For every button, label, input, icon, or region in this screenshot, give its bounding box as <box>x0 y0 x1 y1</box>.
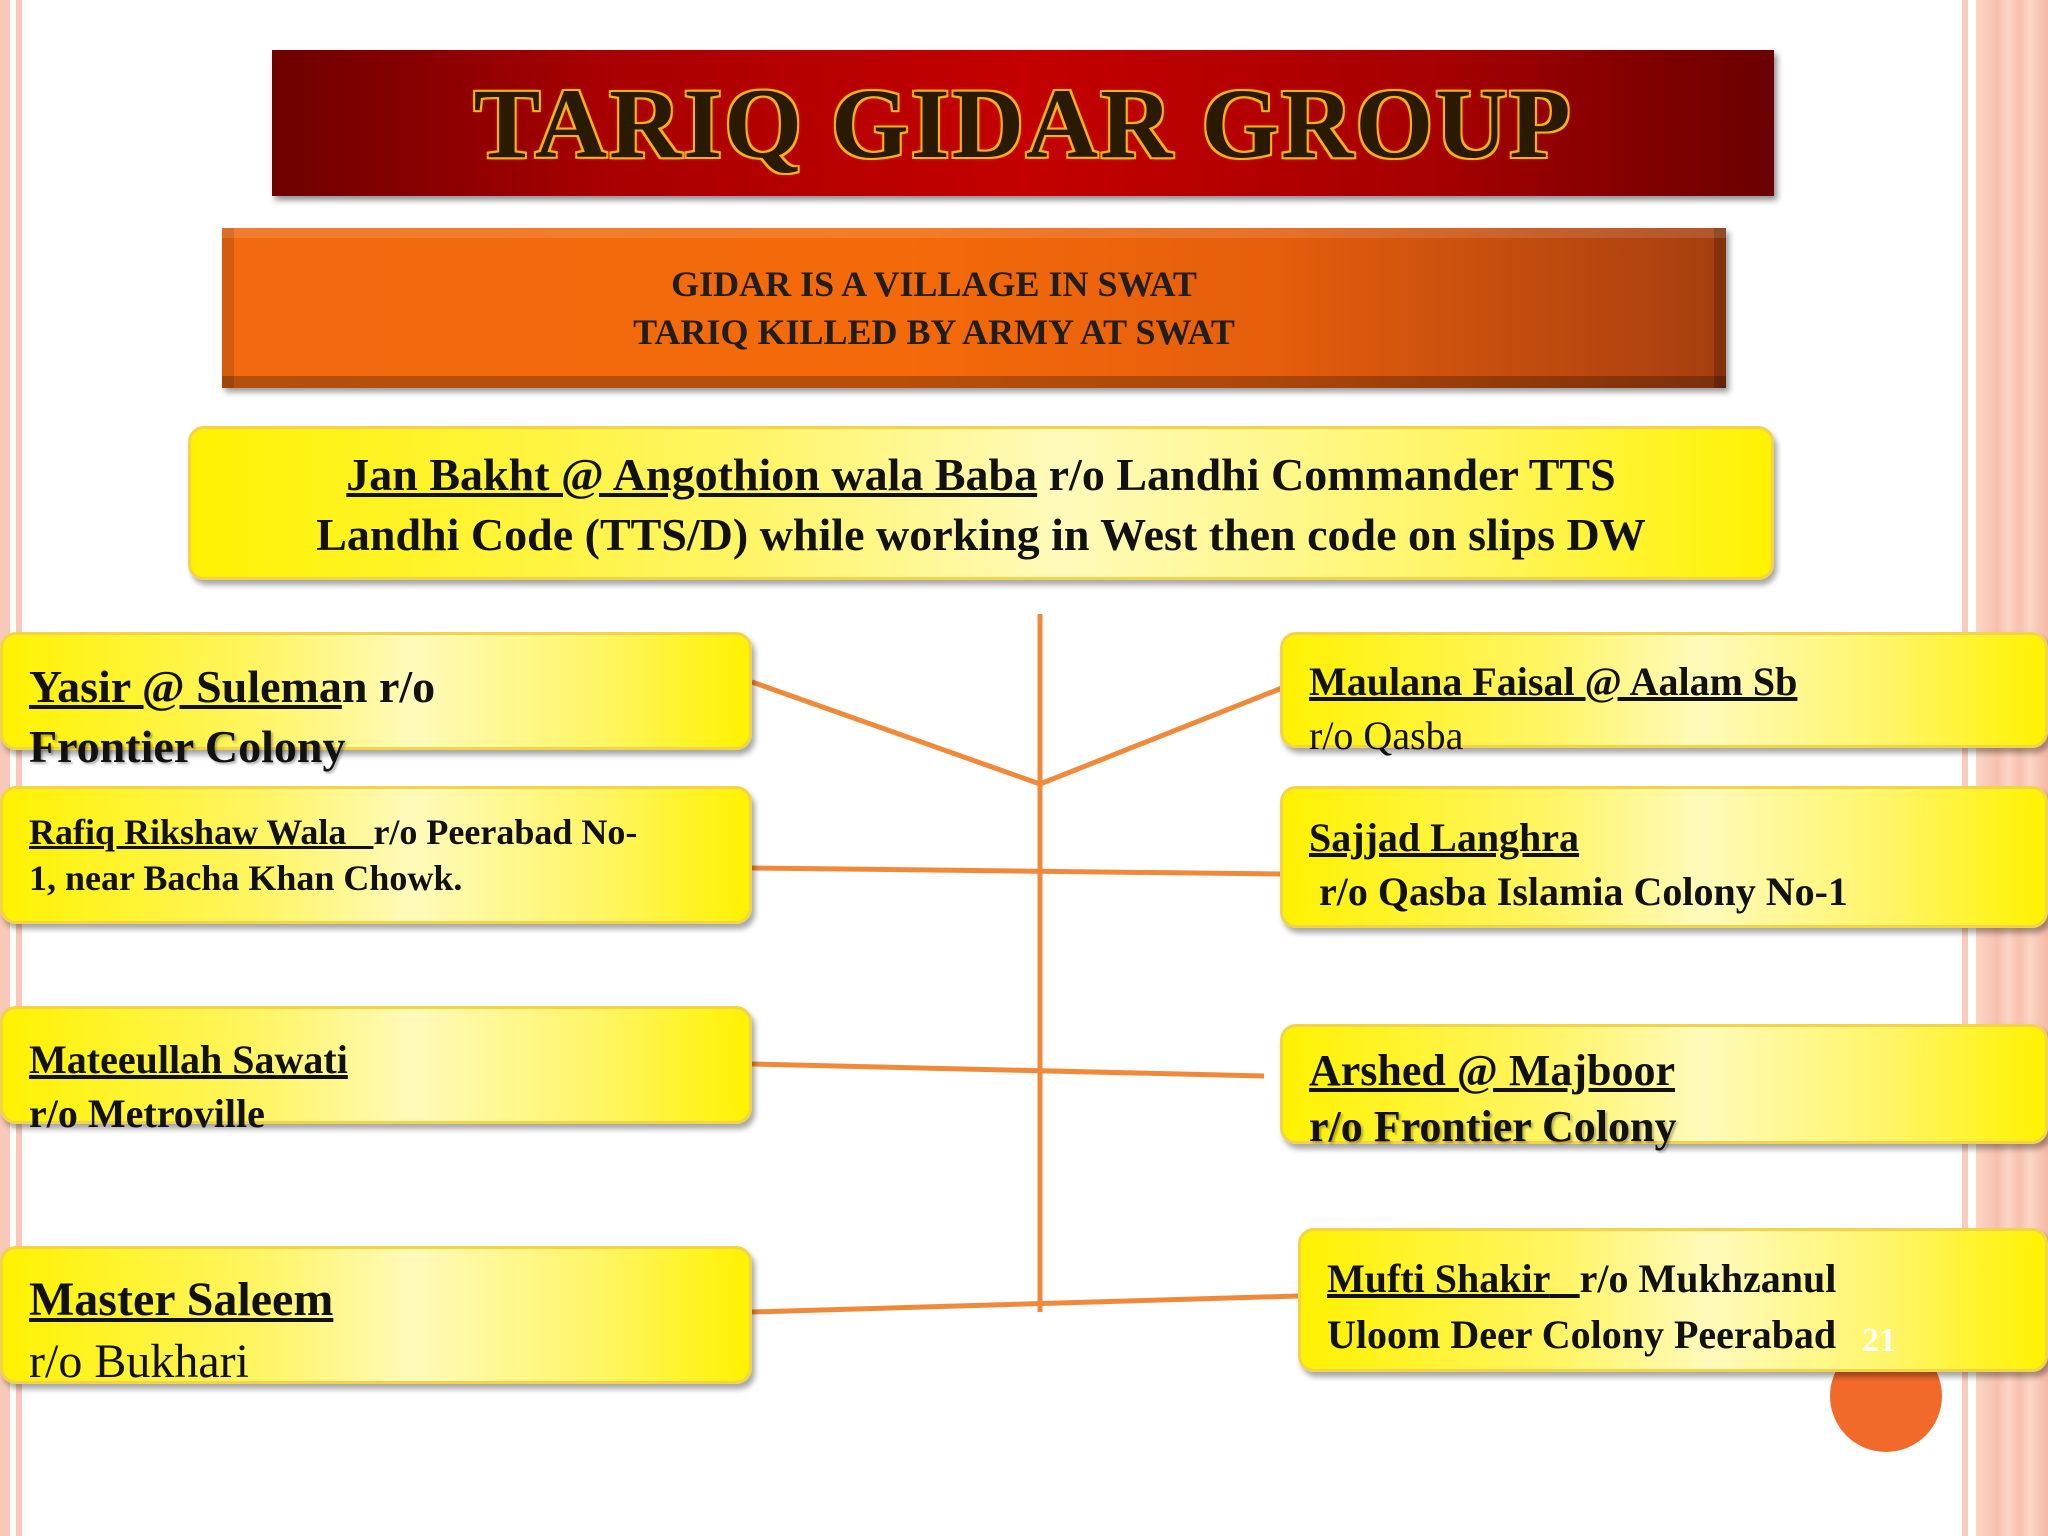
left-node-2-spacer <box>346 812 373 852</box>
left-node-1-line-2: Frontier Colony <box>29 721 346 772</box>
banner-line-1: GIDAR IS A VILLAGE IN SWAT <box>671 264 1197 304</box>
right-node-4-line-1 <box>1327 1251 2045 1307</box>
top-node <box>188 426 1774 580</box>
page-number: 21 <box>1862 1322 1896 1359</box>
left-node-4 <box>0 1246 752 1388</box>
connector-left-4 <box>752 1296 1298 1312</box>
left-node-2-line-2: 1, near Bacha Khan Chowk. <box>29 858 463 898</box>
left-node-4-line-1 <box>29 1269 749 1331</box>
right-node-3-line-1 <box>1309 1043 2045 1099</box>
right-node-4-rest: r/o Mukhzanul <box>1579 1256 1837 1301</box>
left-node-3 <box>0 1006 752 1136</box>
top-node-name: Jan Bakht @ Angothion wala Baba <box>346 449 1038 500</box>
left-node-3-name: Mateeullah Sawati <box>29 1037 348 1082</box>
right-node-2-line-1 <box>1309 811 2045 865</box>
connector-right-1 <box>1040 688 1282 784</box>
connector-left-1 <box>752 682 1040 784</box>
right-node-4-name: Mufti Shakir <box>1327 1256 1550 1301</box>
right-node-1-name: Maulana Faisal @ Aalam Sb <box>1309 659 1798 704</box>
right-node-4-line-2: Uloom Deer Colony Peerabad <box>1327 1312 1837 1357</box>
connector-left-2 <box>752 868 1282 874</box>
left-node-2-rest: r/o Peerabad No- <box>373 812 638 852</box>
left-node-1-name: Yasir @ Sulema <box>29 661 342 712</box>
left-node-3-line-2: r/o Metroville <box>29 1091 265 1136</box>
right-node-2 <box>1280 786 2048 928</box>
left-node-3-line-1 <box>29 1033 749 1087</box>
left-node-2-name: Rafiq Rikshaw Wala <box>29 812 347 852</box>
left-node-1-tail: n r/o <box>341 661 436 712</box>
top-node-rest: r/o Landhi Commander TTS <box>1037 449 1616 500</box>
right-node-3-name: Arshed @ Majboor <box>1309 1046 1676 1095</box>
left-node-2 <box>0 786 752 924</box>
left-node-1 <box>0 632 752 772</box>
right-node-1-line-1 <box>1309 655 2045 709</box>
title-bar <box>272 50 1774 196</box>
top-node-line-2: Landhi Code (TTS/D) while working in West then code on slips DW <box>316 509 1646 560</box>
right-node-4-spacer <box>1550 1256 1580 1301</box>
page-title: TARIQ GIDAR GROUP <box>473 67 1573 179</box>
connector-left-3 <box>752 1064 1264 1076</box>
left-node-1-line-1 <box>29 657 749 717</box>
banner-line-2: TARIQ KILLED BY ARMY AT SWAT <box>633 312 1235 352</box>
left-node-4-name: Master Saleem <box>29 1273 334 1326</box>
right-node-1-line-2: r/o Qasba <box>1309 713 1464 758</box>
info-banner <box>222 228 1726 388</box>
right-node-4 <box>1298 1228 2048 1372</box>
right-node-2-name: Sajjad Langhra <box>1309 815 1580 860</box>
right-node-3-line-2: r/o Frontier Colony <box>1309 1102 1677 1151</box>
right-node-1 <box>1280 632 2048 758</box>
left-node-2-line-1 <box>29 809 749 855</box>
left-node-4-line-2: r/o Bukhari <box>29 1335 249 1388</box>
right-node-2-line-2: r/o Qasba Islamia Colony No-1 <box>1309 869 1848 914</box>
right-node-3 <box>1280 1024 2048 1151</box>
top-node-line-1 <box>191 445 1771 505</box>
